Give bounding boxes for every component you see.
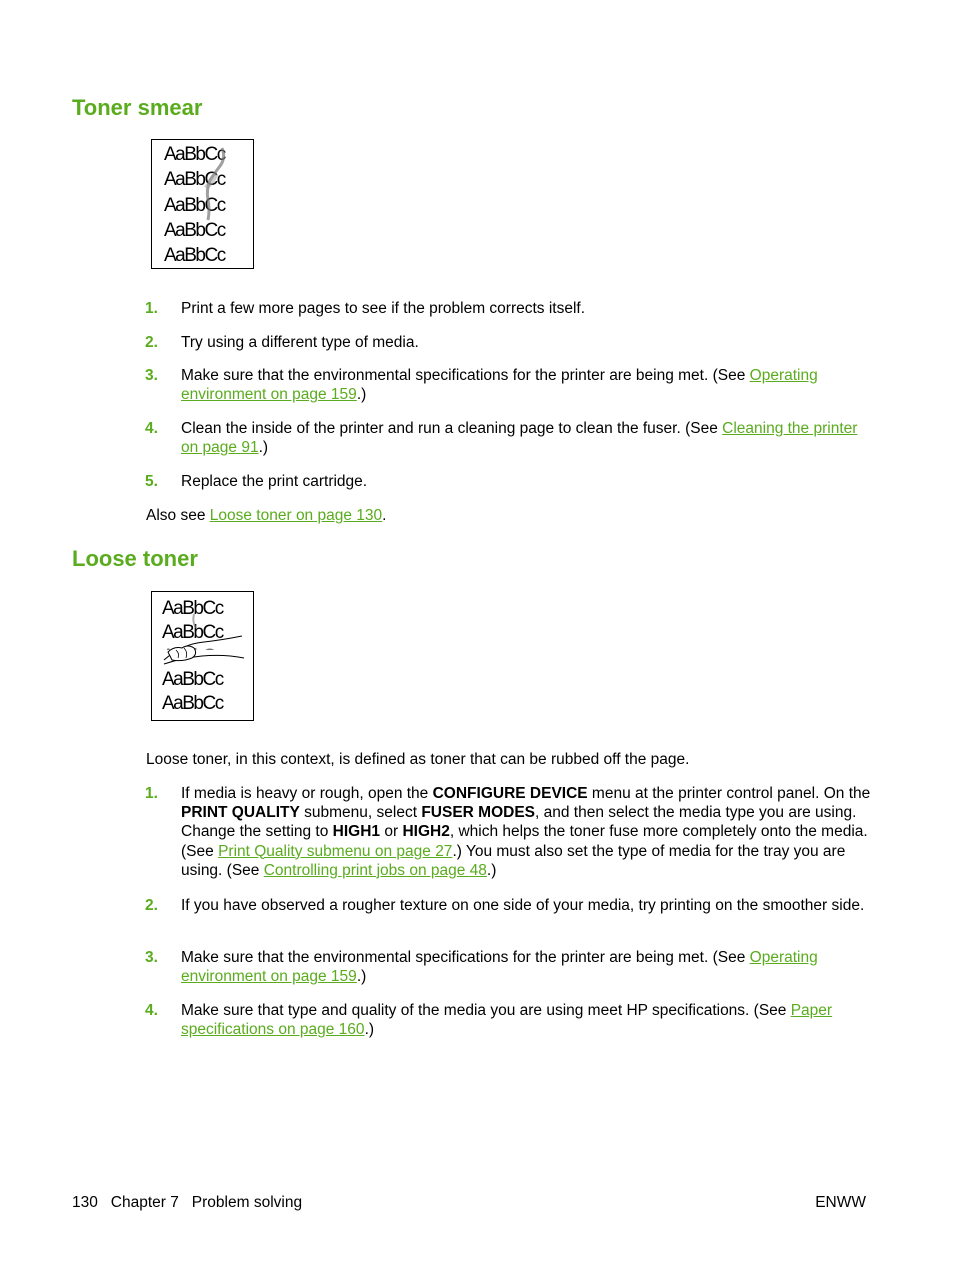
sample-text-line: AaBbCc (164, 220, 225, 241)
sample-text-line: AaBbCc (162, 669, 223, 690)
step-text-part: , and then select the media type you are using. Change the setting to (181, 804, 857, 841)
sample-text-line: AaBbCc (162, 622, 223, 643)
step-text (181, 366, 871, 404)
step-text-part: menu at the printer control panel. On the (587, 785, 871, 802)
step-number: 3. (145, 367, 158, 384)
step-text (181, 948, 871, 986)
smear-marks (152, 140, 253, 268)
also-see-note (146, 506, 866, 525)
step-text (181, 784, 871, 880)
setting-name: HIGH1 (332, 823, 381, 841)
rubbing-finger-illustration (152, 592, 253, 720)
section-heading-toner-smear: Toner smear (72, 95, 203, 120)
link-controlling-print-jobs[interactable]: Controlling print jobs on page 48 (263, 861, 487, 879)
step-number: 5. (145, 473, 158, 490)
step-text-part: .) (258, 439, 269, 457)
loose-toner-intro: Loose toner, in this context, is defined as toner that can be rubbed off the page. (146, 751, 690, 768)
step-text-part: .) (486, 861, 497, 879)
step-number: 2. (145, 897, 158, 914)
link-paper-specifications[interactable]: Paper specifications on page 160 (181, 1002, 833, 1039)
chapter-label: Chapter 7 (110, 1194, 179, 1211)
step-text-part: Make sure that type and quality of the media you are using meet HP specifications. (See (181, 1002, 791, 1019)
page-footer-right: ENWW (815, 1194, 866, 1211)
link-loose-toner[interactable]: Loose toner on page 130 (209, 507, 383, 524)
sample-text-line: AaBbCc (164, 169, 225, 190)
step-text (181, 1001, 871, 1039)
link-cleaning-the-printer[interactable]: Cleaning the printer on page 91 (181, 420, 858, 457)
menu-name: PRINT QUALITY (181, 804, 300, 822)
step-text-part: .) (364, 1021, 375, 1039)
step-text-part: submenu, select (299, 804, 422, 822)
section-heading-loose-toner: Loose toner (72, 546, 198, 571)
step-number: 3. (145, 949, 158, 966)
setting-name: HIGH2 (402, 823, 450, 841)
step-text: Replace the print cartridge. (181, 473, 368, 490)
sample-text-line: AaBbCc (164, 195, 225, 216)
page-footer-left (72, 1193, 302, 1212)
menu-name: CONFIGURE DEVICE (432, 785, 588, 802)
step-text: If you have observed a rougher texture on one side of your media, try printing on the smoother side. (181, 897, 865, 914)
step-text-part: .) (356, 386, 367, 404)
sample-text-line: AaBbCc (164, 245, 225, 266)
step-text: Print a few more pages to see if the problem corrects itself. (181, 300, 586, 317)
step-number: 1. (145, 300, 158, 317)
step-number: 1. (145, 785, 158, 802)
step-number: 4. (145, 420, 158, 437)
sample-text-line: AaBbCc (162, 693, 223, 714)
step-text-part: .) (356, 968, 367, 986)
note-text: . (382, 507, 387, 524)
sample-text-line: AaBbCc (162, 598, 223, 619)
toner-smear-sample-image (151, 139, 254, 269)
step-text-part: Make sure that the environmental specifications for the printer are being met. (See (181, 949, 750, 966)
step-text-part: If media is heavy or rough, open the (181, 785, 433, 802)
menu-name: FUSER MODES (421, 804, 536, 822)
link-operating-environment[interactable]: Operating environment on page 159 (181, 367, 818, 404)
page-number: 130 (72, 1194, 98, 1211)
note-text: Also see (146, 507, 210, 524)
step-text-part: Clean the inside of the printer and run a cleaning page to clean the fuser. (See (181, 420, 723, 437)
chapter-title: Problem solving (191, 1194, 303, 1211)
sample-text-line: AaBbCc (164, 144, 225, 165)
link-operating-environment[interactable]: Operating environment on page 159 (181, 949, 818, 986)
step-text-part: .) You must also set the type of media for the tray you are using. (See (181, 842, 846, 879)
step-text-part: or (380, 823, 403, 841)
step-text-part: , which helps the toner fuse more completely onto the media. (See (181, 823, 868, 860)
step-number: 4. (145, 1002, 158, 1019)
step-number: 2. (145, 334, 158, 351)
step-text (181, 419, 871, 457)
link-print-quality-submenu[interactable]: Print Quality submenu on page 27 (218, 842, 453, 860)
step-text: Try using a different type of media. (181, 334, 419, 351)
loose-toner-sample-image (151, 591, 254, 721)
step-text-part: Make sure that the environmental specifications for the printer are being met. (See (181, 367, 750, 384)
